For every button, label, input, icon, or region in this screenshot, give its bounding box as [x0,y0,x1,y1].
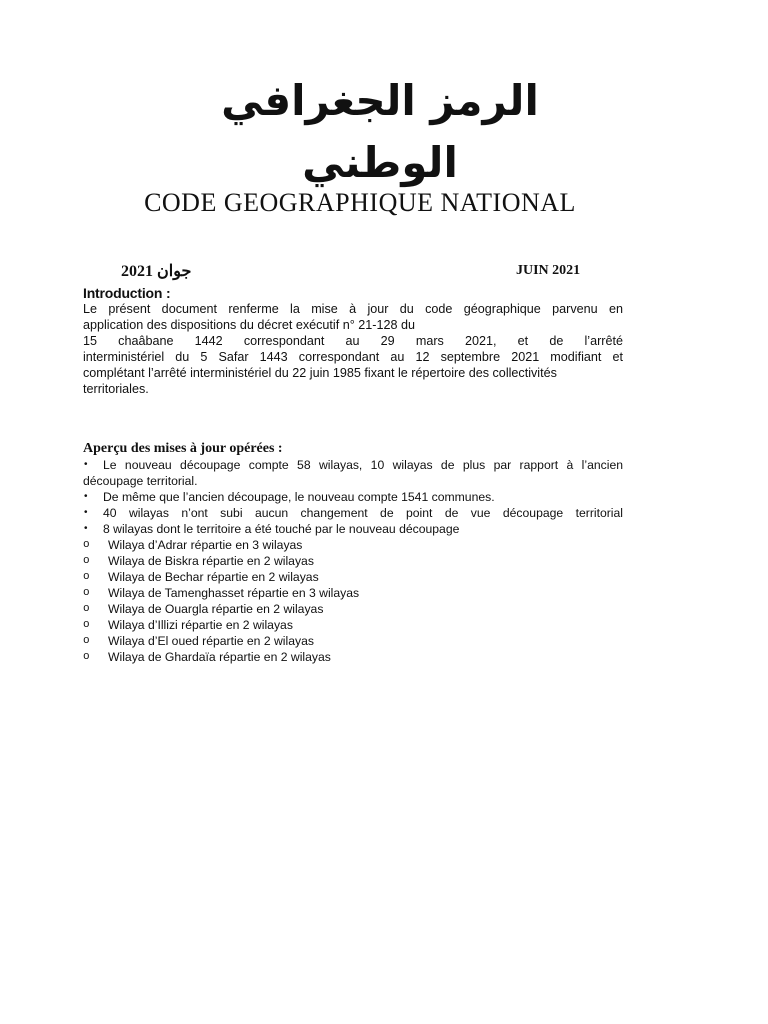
list-item-text: De même que l’ancien découpage, le nouveau compte 1541 communes. [103,490,495,504]
sub-list-item [83,553,623,569]
list-item-text: 8 wilayas dont le territoire a été touché par le nouveau découpage [103,522,460,536]
list-item-text: 40 wilayas n’ont subi aucun changement de point de vue découpage territorial [103,506,623,520]
sub-list-item-text: Wilaya de Ghardaïa répartie en 2 wilayas [108,650,331,664]
sub-list-item-text: Wilaya d’Illizi répartie en 2 wilayas [108,618,293,632]
updates-list [83,457,623,665]
circle-bullet-icon: o [83,619,90,631]
circle-bullet-icon: o [83,539,90,551]
introduction-line: application des dispositions du décret exécutif n° 21-128 du [83,318,415,332]
apercu-heading: Aperçu des mises à jour opérées : [83,441,283,456]
circle-bullet-icon: o [83,651,90,663]
circle-bullet-icon: o [83,603,90,615]
sub-list-item [83,569,623,585]
bullet-icon: • [84,459,88,470]
date-arabic: 2021 ناوج [121,263,192,280]
sub-list-item-text: Wilaya de Bechar répartie en 2 wilayas [108,570,319,584]
introduction-line: interministériel du 5 Safar 1443 correspondant au 12 septembre 2021 modifiant et [83,350,623,364]
bullet-icon: • [84,523,88,534]
sub-list-item-text: Wilaya d’Adrar répartie en 3 wilayas [108,538,303,552]
sub-list-item [83,633,623,649]
circle-bullet-icon: o [83,635,90,647]
date-french: JUIN 2021 [516,263,581,278]
list-item [83,489,623,505]
arabic-title-line-1: يفارغجلا زمرلا [221,76,539,125]
introduction-line: Le présent document renferme la mise à jour du code géographique parvenu en [83,302,623,316]
list-item [83,457,623,473]
list-item [83,505,623,521]
list-item-text: découpage territorial. [83,474,198,488]
sub-list-item-text: Wilaya d’El oued répartie en 2 wilayas [108,634,314,648]
list-item [83,521,623,537]
circle-bullet-icon: o [83,571,90,583]
introduction-heading: Introduction : [83,285,171,301]
sub-list-item [83,617,623,633]
introduction-line: complétant l’arrêté interministériel du 22 juin 1985 fixant le répertoire des collectivités [83,366,557,380]
sub-list-item [83,585,623,601]
sub-list-item-text: Wilaya de Ouargla répartie en 2 wilayas [108,602,324,616]
circle-bullet-icon: o [83,587,90,599]
sub-list-item [83,649,623,665]
list-item-continuation [83,473,623,489]
sub-list-item [83,601,623,617]
introduction-paragraph [83,301,623,397]
arabic-title-line-2: ينطولا [302,138,458,187]
document-title: CODE GEOGRAPHIQUE NATIONAL [144,188,576,217]
sub-list-item [83,537,623,553]
bullet-icon: • [84,507,88,518]
sub-list-item-text: Wilaya de Biskra répartie en 2 wilayas [108,554,314,568]
circle-bullet-icon: o [83,555,90,567]
introduction-line: 15 chaâbane 1442 correspondant au 29 mars 2021, et de l’arrêté [83,334,623,348]
introduction-line: territoriales. [83,382,149,396]
sub-list-item-text: Wilaya de Tamenghasset répartie en 3 wilayas [108,586,360,600]
list-item-text: Le nouveau découpage compte 58 wilayas, 10 wilayas de plus par rapport à l’ancien [103,458,623,472]
bullet-icon: • [84,491,88,502]
